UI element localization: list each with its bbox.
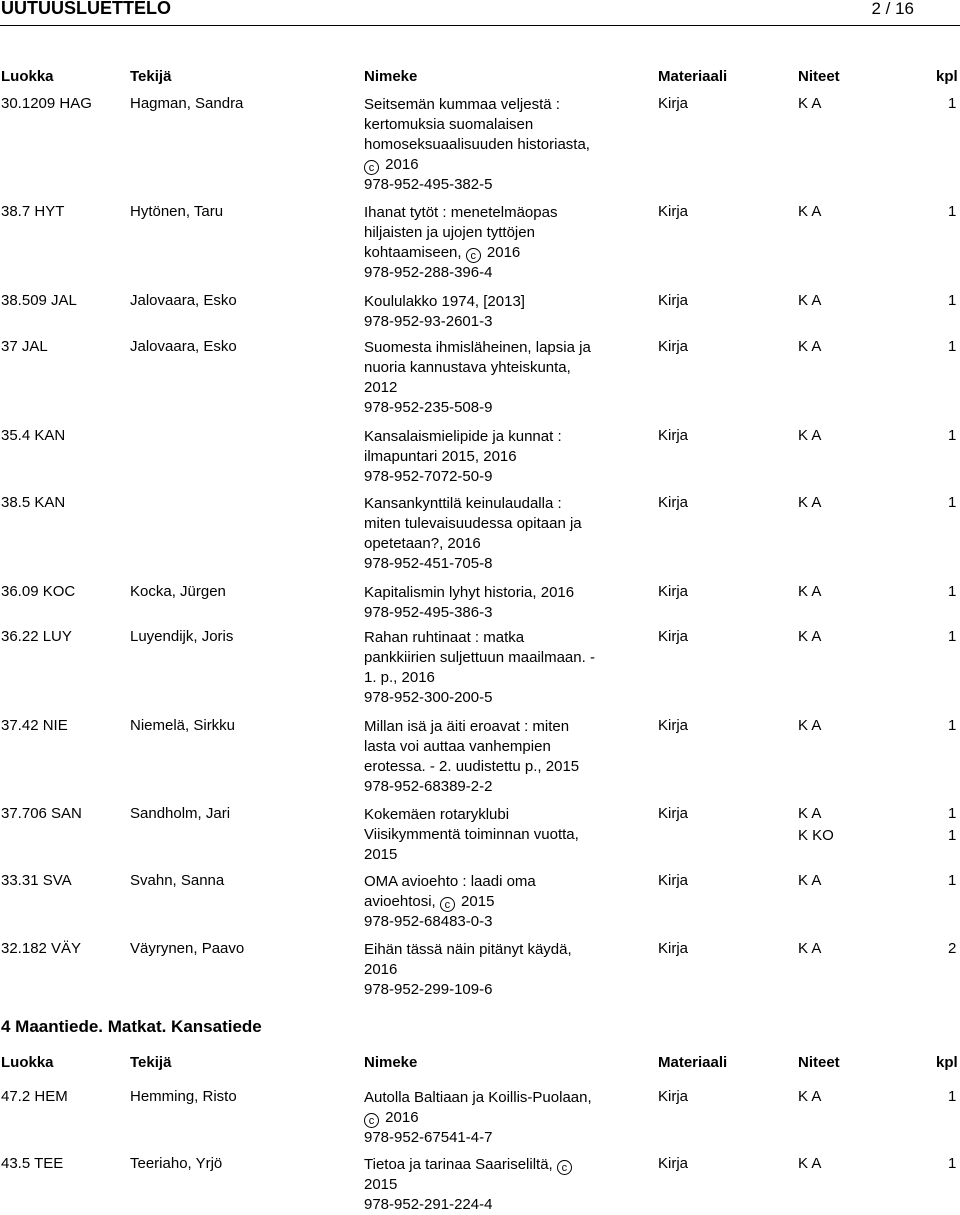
kpl-cell: 1 [948,494,957,511]
tekija-cell: Hemming, Risto [130,1088,237,1105]
luokka-cell: 35.4 KAN [1,427,66,444]
nimeke-line: Viisikymmentä toiminnan vuotta, [364,826,579,843]
nimeke-line: Koululakko 1974, [2013] [364,293,525,310]
materiaali-cell: Kirja [658,805,689,822]
niteet-cell: K KO [798,827,834,844]
kpl-cell: 1 [948,1155,957,1172]
col-header-materiaali: Materiaali [658,1054,728,1071]
kpl-cell: 1 [948,427,957,444]
nimeke-line: Kansalaismielipide ja kunnat : [364,428,562,445]
nimeke-cell [364,427,614,487]
nimeke-line: 2015 [364,1176,398,1193]
nimeke-cell [364,805,614,865]
materiaali-cell: Kirja [658,1155,689,1172]
nimeke-line: Seitsemän kummaa veljestä : [364,96,560,113]
col-header-luokka: Luokka [1,1054,54,1071]
nimeke-line: 978-952-495-382-5 [364,176,493,193]
luokka-cell: 38.509 JAL [1,292,77,309]
nimeke-line: c 2016 [364,1108,614,1128]
copyright-icon: c [557,1160,572,1175]
niteet-cell: K A [798,1155,822,1172]
niteet-cell: K A [798,203,822,220]
nimeke-cell [364,1155,614,1215]
niteet-cell: K A [798,717,822,734]
kpl-cell: 1 [948,583,957,600]
col-header-materiaali: Materiaali [658,68,728,85]
niteet-cell: K A [798,872,822,889]
luokka-cell: 37.706 SAN [1,805,82,822]
nimeke-line: Millan isä ja äiti eroavat : miten [364,718,570,735]
luokka-cell: 47.2 HEM [1,1088,68,1105]
nimeke-cell [364,494,614,574]
section-heading: 4 Maantiede. Matkat. Kansatiede [1,1017,262,1036]
kpl-cell: 1 [948,805,957,822]
luokka-cell: 38.5 KAN [1,494,66,511]
nimeke-line: avioehtosi, c 2015 [364,893,495,911]
materiaali-cell: Kirja [658,940,689,957]
tekija-cell: Hytönen, Taru [130,203,224,220]
kpl-cell: 1 [948,827,957,844]
nimeke-line: homoseksuaalisuuden historiasta, [364,136,590,153]
tekija-cell: Svahn, Sanna [130,872,225,889]
nimeke-line: 978-952-299-109-6 [364,981,493,998]
materiaali-cell: Kirja [658,338,689,355]
luokka-cell: 32.182 VÄY [1,940,82,957]
tekija-cell: Teeriaho, Yrjö [130,1155,223,1172]
nimeke-line: lasta voi auttaa vanhempien [364,738,551,755]
nimeke-line: 1. p., 2016 [364,669,435,686]
kpl-cell: 1 [948,1088,957,1105]
nimeke-line: Ihanat tytöt : menetelmäopas [364,204,558,221]
nimeke-line: 978-952-68389-2-2 [364,778,493,795]
nimeke-cell [364,628,614,708]
nimeke-line: Kansankynttilä keinulaudalla : [364,495,562,512]
kpl-cell: 1 [948,338,957,355]
luokka-cell: 30.1209 HAG [1,95,92,112]
niteet-cell: K A [798,628,822,645]
tekija-cell: Jalovaara, Esko [130,292,237,309]
materiaali-cell: Kirja [658,1088,689,1105]
tekija-cell: Jalovaara, Esko [130,338,237,355]
niteet-cell: K A [798,805,822,822]
kpl-cell: 1 [948,292,957,309]
materiaali-cell: Kirja [658,872,689,889]
kpl-cell: 1 [948,717,957,734]
kpl-cell: 2 [948,940,957,957]
nimeke-line: 978-952-93-2601-3 [364,313,493,330]
nimeke-line: 978-952-288-396-4 [364,264,493,281]
col-header-tekija: Tekijä [130,1054,172,1071]
materiaali-cell: Kirja [658,494,689,511]
niteet-cell: K A [798,1088,822,1105]
col-header-tekija: Tekijä [130,68,172,85]
tekija-cell: Väyrynen, Paavo [130,940,245,957]
nimeke-line: kohtaamiseen, c 2016 [364,244,521,262]
tekija-cell: Kocka, Jürgen [130,583,226,600]
col-header-nimeke: Nimeke [364,1054,418,1071]
copyright-icon: c [364,1113,379,1128]
nimeke-line: Kapitalismin lyhyt historia, 2016 [364,584,575,601]
tekija-cell: Sandholm, Jari [130,805,231,822]
nimeke-line: Rahan ruhtinaat : matka [364,629,525,646]
luokka-cell: 37 JAL [1,338,48,355]
kpl-cell: 1 [948,95,957,112]
luokka-cell: 37.42 NIE [1,717,68,734]
nimeke-cell [364,95,614,195]
nimeke-cell [364,203,614,283]
nimeke-line: Tietoa ja tarinaa Saariseliltä, c [364,1155,614,1175]
nimeke-cell [364,717,614,797]
nimeke-line: kertomuksia suomalaisen [364,116,534,133]
kpl-cell: 1 [948,203,957,220]
nimeke-line: 978-952-68483-0-3 [364,913,493,930]
nimeke-line: 978-952-291-224-4 [364,1196,493,1213]
kpl-cell: 1 [948,872,957,889]
tekija-cell: Hagman, Sandra [130,95,244,112]
nimeke-line: erotessa. - 2. uudistettu p., 2015 [364,758,580,775]
nimeke-cell [364,1088,614,1148]
copyright-icon: c [440,897,455,912]
niteet-cell: K A [798,338,822,355]
nimeke-line: opetetaan?, 2016 [364,535,481,552]
luokka-cell: 36.22 LUY [1,628,72,645]
nimeke-line: 978-952-7072-50-9 [364,468,493,485]
kpl-cell: 1 [948,628,957,645]
nimeke-line: 978-952-495-386-3 [364,604,493,621]
nimeke-line: 2016 [364,961,398,978]
tekija-cell: Niemelä, Sirkku [130,717,236,734]
tekija-cell: Luyendijk, Joris [130,628,234,645]
col-header-nimeke: Nimeke [364,68,418,85]
nimeke-cell [364,583,614,623]
materiaali-cell: Kirja [658,292,689,309]
page-number: 2 / 16 [871,0,914,18]
niteet-cell: K A [798,95,822,112]
materiaali-cell: Kirja [658,203,689,220]
nimeke-cell [364,338,614,418]
niteet-cell: K A [798,292,822,309]
col-header-kpl: kpl [936,68,958,85]
materiaali-cell: Kirja [658,427,689,444]
nimeke-line: nuoria kannustava yhteiskunta, [364,359,571,376]
luokka-cell: 33.31 SVA [1,872,72,889]
nimeke-line: Kokemäen rotaryklubi [364,806,510,823]
nimeke-line: 978-952-235-508-9 [364,399,493,416]
nimeke-line: Eihän tässä näin pitänyt käydä, [364,941,572,958]
niteet-cell: K A [798,583,822,600]
copyright-icon: c [466,248,481,263]
materiaali-cell: Kirja [658,95,689,112]
nimeke-line: miten tulevaisuudessa opitaan ja [364,515,582,532]
nimeke-line: Suomesta ihmisläheinen, lapsia ja [364,339,591,356]
luokka-cell: 36.09 KOC [1,583,76,600]
materiaali-cell: Kirja [658,628,689,645]
nimeke-line: 978-952-451-705-8 [364,555,493,572]
niteet-cell: K A [798,427,822,444]
nimeke-line: 978-952-67541-4-7 [364,1129,493,1146]
col-header-luokka: Luokka [1,68,54,85]
nimeke-cell [364,292,614,332]
nimeke-line: c 2016 [364,155,614,175]
nimeke-line: hiljaisten ja ujojen tyttöjen [364,224,535,241]
nimeke-line: pankkiirien suljettuun maailmaan. - [364,649,595,666]
nimeke-line: ilmapuntari 2015, 2016 [364,448,517,465]
nimeke-line: Autolla Baltiaan ja Koillis-Puolaan, [364,1089,592,1106]
nimeke-line: 2015 [364,846,398,863]
copyright-icon: c [364,160,379,175]
header-rule [0,25,960,26]
niteet-cell: K A [798,494,822,511]
col-header-niteet: Niteet [798,1054,840,1071]
luokka-cell: 38.7 HYT [1,203,65,220]
col-header-niteet: Niteet [798,68,840,85]
nimeke-line: 978-952-300-200-5 [364,689,493,706]
nimeke-line: OMA avioehto : laadi oma [364,873,536,890]
nimeke-line: 2012 [364,379,398,396]
page-title: UUTUUSLUETTELO [1,0,171,18]
luokka-cell: 43.5 TEE [1,1155,64,1172]
materiaali-cell: Kirja [658,717,689,734]
materiaali-cell: Kirja [658,583,689,600]
nimeke-cell [364,940,614,1000]
niteet-cell: K A [798,940,822,957]
nimeke-cell [364,872,614,932]
col-header-kpl: kpl [936,1054,958,1071]
